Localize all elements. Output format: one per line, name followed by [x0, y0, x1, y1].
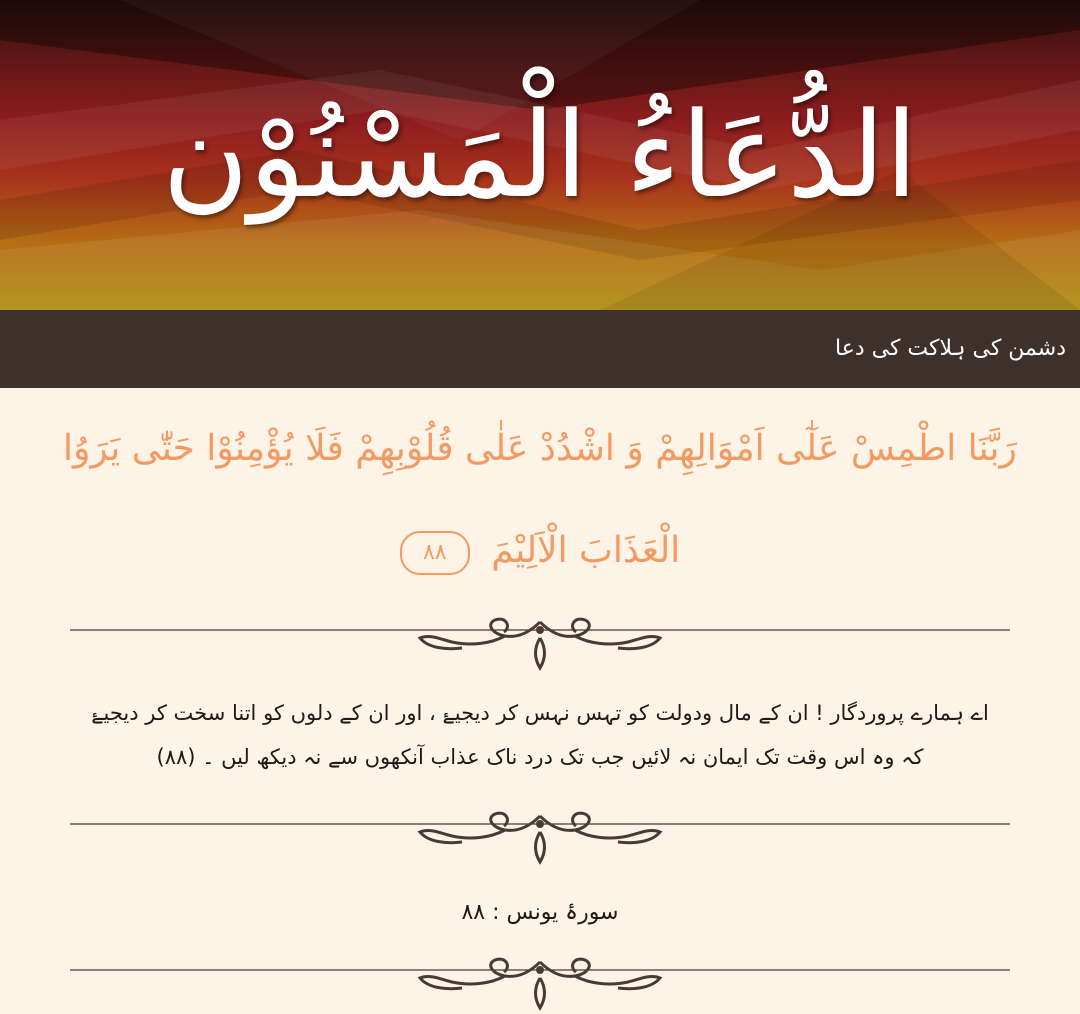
- arabic-verse-line-2: [20, 530, 1060, 575]
- ayah-number-marker: ٨٨: [400, 531, 470, 575]
- ornament-divider-2: [0, 802, 1080, 868]
- content-area: [0, 388, 1080, 1006]
- ornament-divider-1: [0, 608, 1080, 674]
- dua-title: دشمن کی ہلاکت کی دعا: [834, 336, 1066, 361]
- arabic-verse-line-1: رَبَّنَا اطْمِسْ عَلٰٓى اَمْوَالِهِمْ وَ اشْدُدْ عَلٰى قُلُوْبِهِمْ فَلَا يُؤْمِنُوْا حَتّٰى يَرَوُا: [63, 428, 1017, 469]
- ornament-divider-3: [0, 948, 1080, 1014]
- title-bar: [0, 310, 1080, 388]
- urdu-translation-line-2: کہ وہ اس وقت تک ایمان نہ لائیں جب تک درد ناک عذاب آنکھوں سے نہ دیکھ لیں ۔ (٨٨): [156, 745, 924, 769]
- surah-reference: سورۂ یونس : ٨٨: [461, 900, 619, 925]
- urdu-translation-line-1: اے ہمارے پروردگار ! ان کے مال ودولت کو تہس نہس کر دیجیۓ ، اور ان کے دلوں کو اتنا سخت کر دیجیۓ: [91, 701, 989, 725]
- arabic-verse-text: الْعَذَابَ الْاَلِيْمَ: [491, 530, 681, 571]
- header-banner: [0, 0, 1080, 310]
- header-title: الدُّعَاءُ الْمَسْنُوْن: [162, 86, 918, 224]
